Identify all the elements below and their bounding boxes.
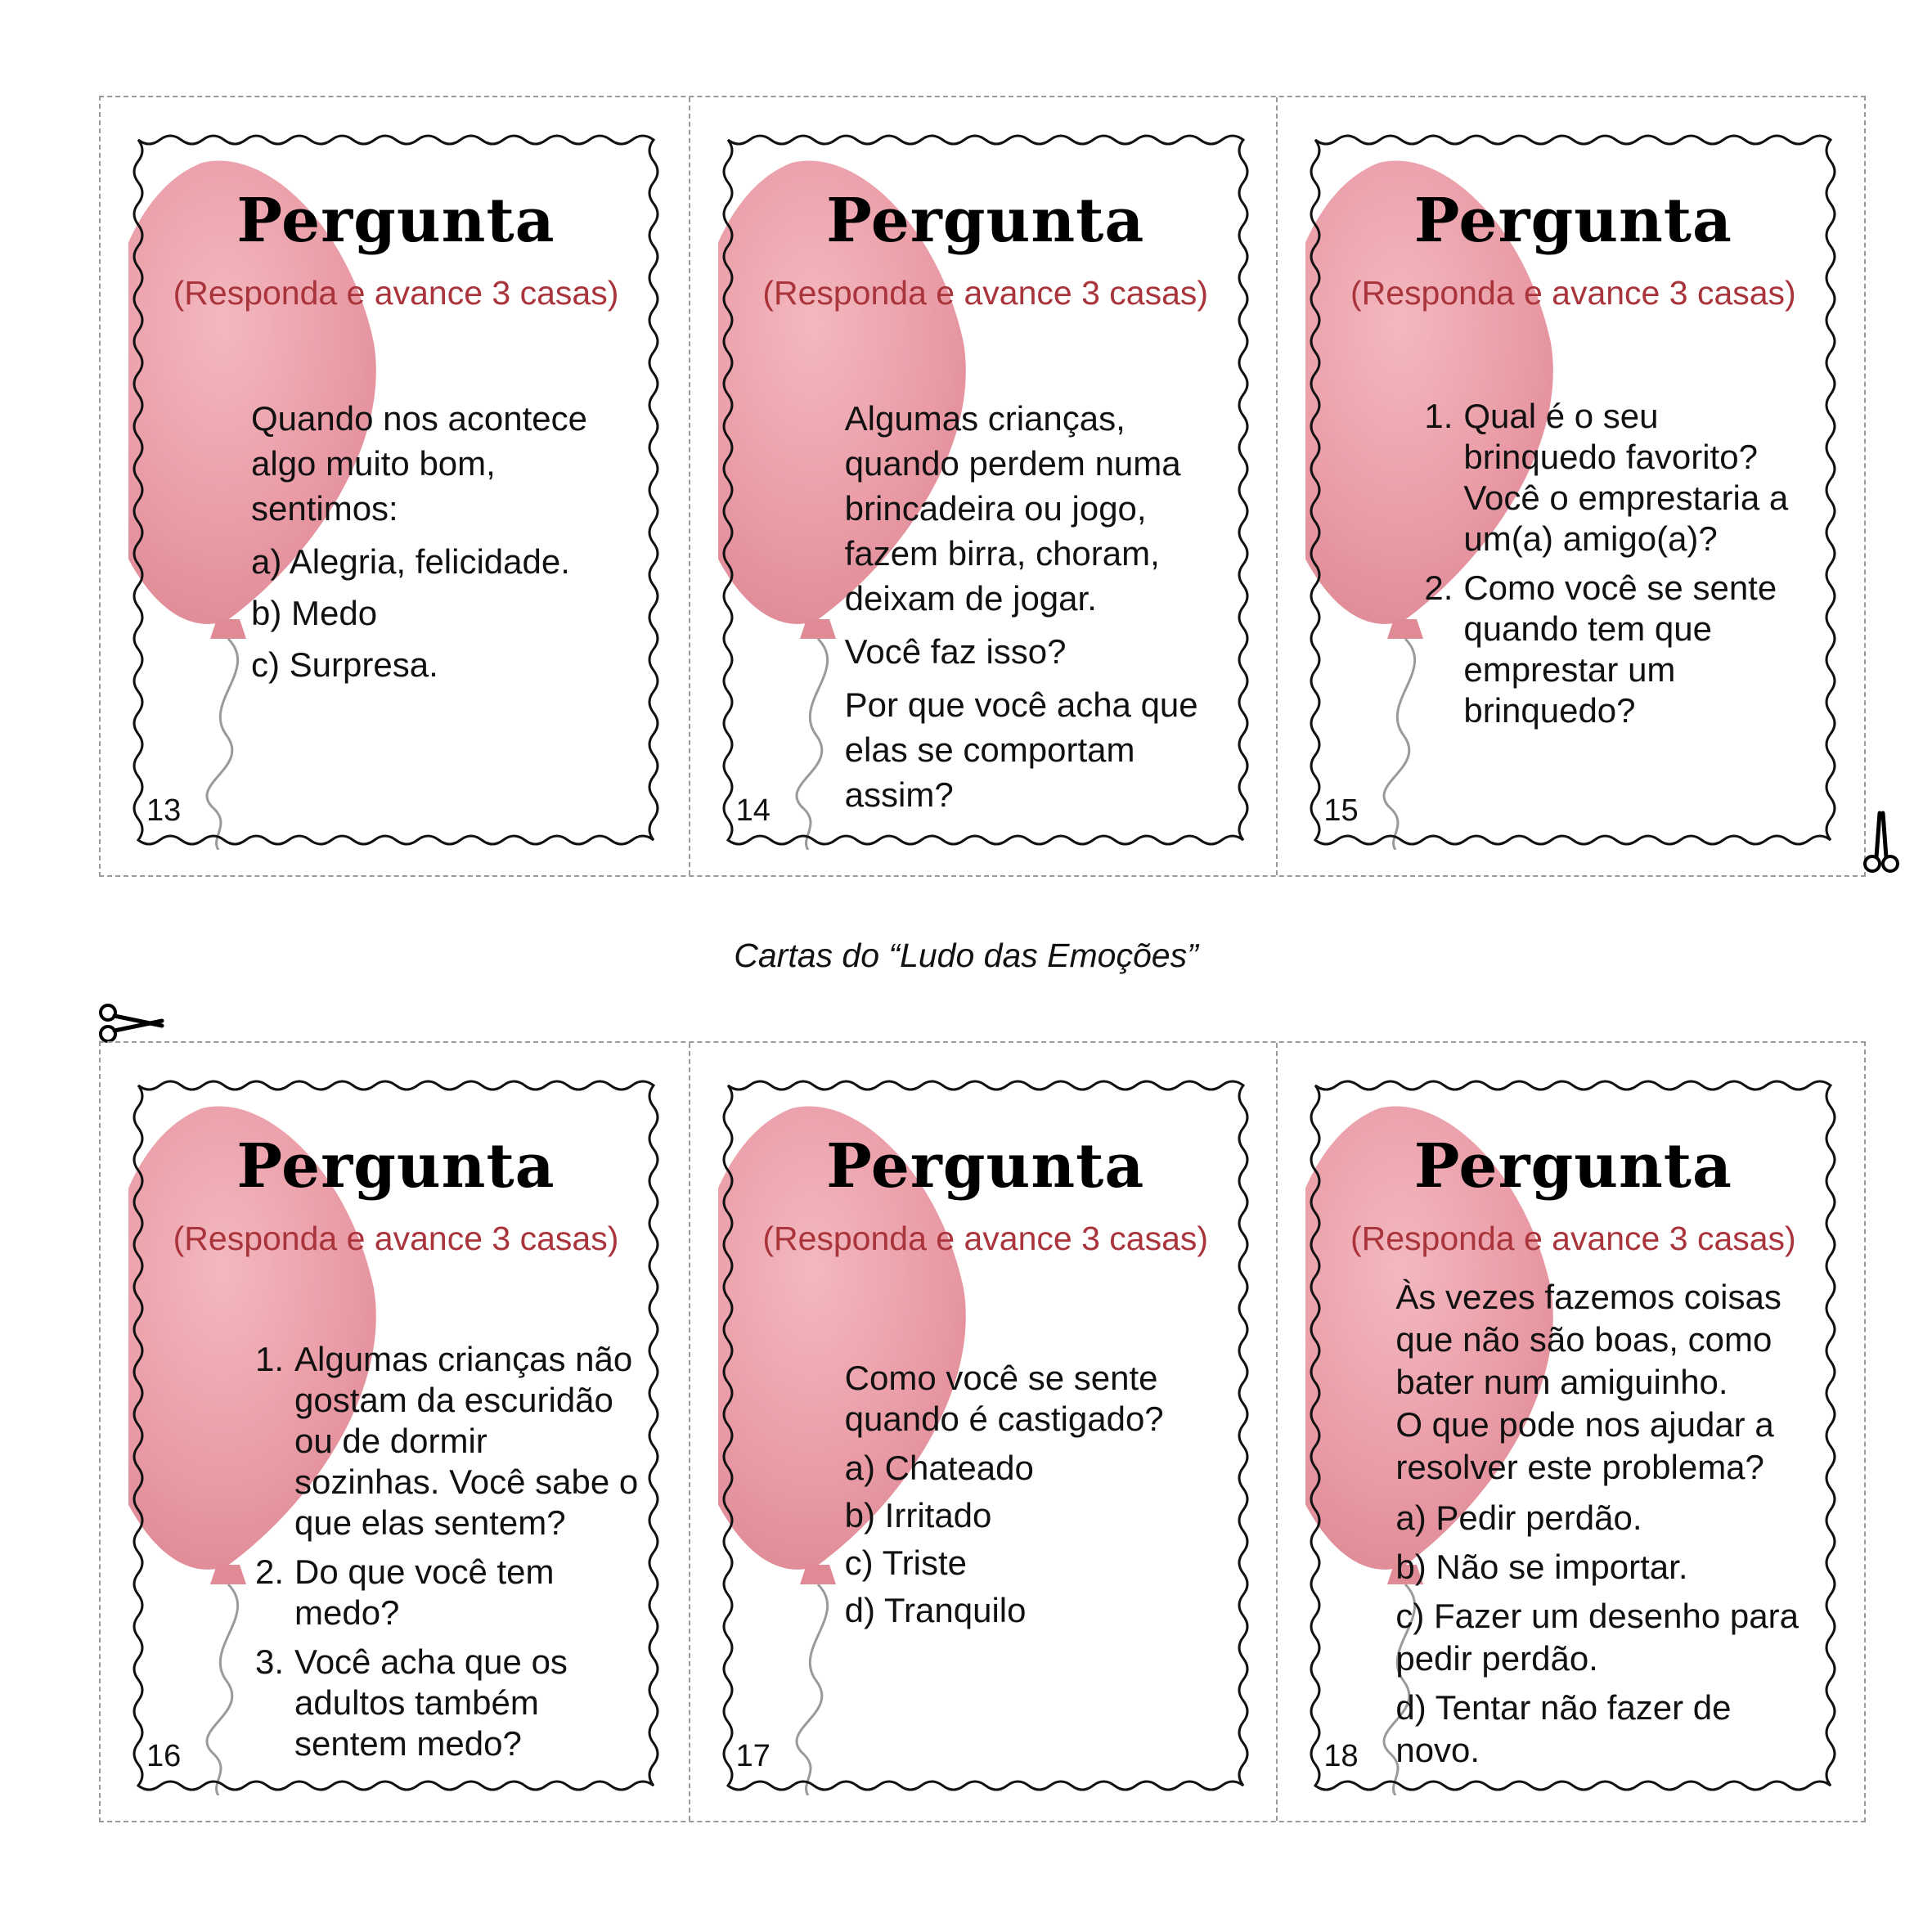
question-text: Por que você acha que elas se comportam assim? [844,685,1198,814]
card-title: Pergunta [1413,1131,1732,1202]
answer-option: d) Tranquilo [844,1591,1027,1629]
answer-option: b) Irritado [844,1496,992,1534]
card-subtitle: (Responda e avance 3 casas) [173,274,619,312]
question-text: Algumas crianças, quando perdem numa brincadeira ou jogo, fazem birra, choram, deixam de jogar. [844,399,1181,618]
question-list [1424,396,1808,731]
answer-option: a) Alegria, felicidade. [251,542,570,581]
answer-option: c) Triste [844,1543,968,1582]
answer-option: b) Não se importar. [1395,1548,1688,1586]
card-body [255,1339,640,1772]
question-card-14 [718,130,1253,850]
card-subtitle: (Responda e avance 3 casas) [1350,274,1796,312]
card-body [845,1358,1225,1638]
card-body [251,396,636,694]
list-item [255,1642,640,1764]
list-item [1424,396,1808,559]
card-number: 13 [146,793,182,828]
list-text: Você acha que os adultos também sentem medo? [294,1642,568,1763]
card-number: 17 [735,1739,771,1773]
card-cell [101,1043,689,1821]
answer-option: a) Pedir perdão. [1395,1498,1642,1537]
question-card-15 [1305,130,1840,850]
card-sheet-top [99,96,1866,877]
list-item [1424,568,1808,731]
question-text: Como você se sente quando é castigado? [844,1359,1164,1438]
question-card-18 [1305,1076,1840,1795]
question-card-16 [128,1076,663,1795]
card-cell [101,97,689,875]
card-title: Pergunta [236,186,555,256]
question-list [255,1339,640,1764]
page-caption: Cartas do “Ludo das Emoções” [734,937,1198,974]
card-body [845,396,1225,825]
card-title: Pergunta [1413,186,1732,256]
card-cell [689,97,1277,875]
card-title: Pergunta [826,1131,1145,1202]
card-title: Pergunta [826,186,1145,256]
question-text: O que pode nos ajudar a resolver este problema? [1395,1405,1774,1486]
question-text: Às vezes fazemos coisas que não são boas, como bater num amiguinho. [1395,1278,1781,1401]
list-text: Do que você tem medo? [294,1552,555,1632]
answer-option: c) Surpresa. [251,645,438,684]
list-number: 1. [255,1340,285,1378]
card-subtitle: (Responda e avance 3 casas) [1350,1220,1796,1257]
answer-option: b) Medo [251,594,378,632]
question-card-17 [718,1076,1253,1795]
card-subtitle: (Responda e avance 3 casas) [173,1220,619,1257]
card-number: 15 [1323,793,1359,828]
list-item [255,1552,640,1633]
card-number: 16 [146,1739,182,1773]
list-text: Qual é o seu brinquedo favorito? Você o emprestaria a um(a) amigo(a)? [1463,397,1789,558]
answer-option: a) Chateado [844,1449,1034,1487]
question-text: Você faz isso? [844,632,1067,671]
answer-option: d) Tentar não fazer de novo. [1395,1688,1732,1769]
card-number: 14 [735,793,771,828]
list-number: 2. [255,1552,285,1591]
card-body [1424,396,1808,739]
list-number: 1. [1424,397,1453,435]
card-cell [689,1043,1277,1821]
card-body [1395,1276,1821,1778]
list-item [255,1339,640,1543]
card-number: 18 [1323,1739,1359,1773]
question-text: Quando nos acontece algo muito bom, sentimos: [251,399,587,528]
list-number: 2. [1424,568,1453,607]
card-cell [1276,97,1864,875]
card-subtitle: (Responda e avance 3 casas) [762,274,1209,312]
list-text: Como você se sente quando tem que emprestar um brinquedo? [1463,568,1777,730]
answer-option: c) Fazer um desenho para pedir perdão. [1395,1597,1799,1678]
scissors-icon [97,1001,165,1047]
list-number: 3. [255,1642,285,1681]
list-text: Algumas crianças não gostam da escuridão ou de dormir sozinhas. Você sabe o que elas sentem? [294,1340,639,1542]
card-subtitle: (Responda e avance 3 casas) [762,1220,1209,1257]
question-card-13 [128,130,663,850]
card-sheet-bottom [99,1041,1866,1822]
scissors-icon [1858,810,1904,875]
card-cell [1276,1043,1864,1821]
card-title: Pergunta [236,1131,555,1202]
